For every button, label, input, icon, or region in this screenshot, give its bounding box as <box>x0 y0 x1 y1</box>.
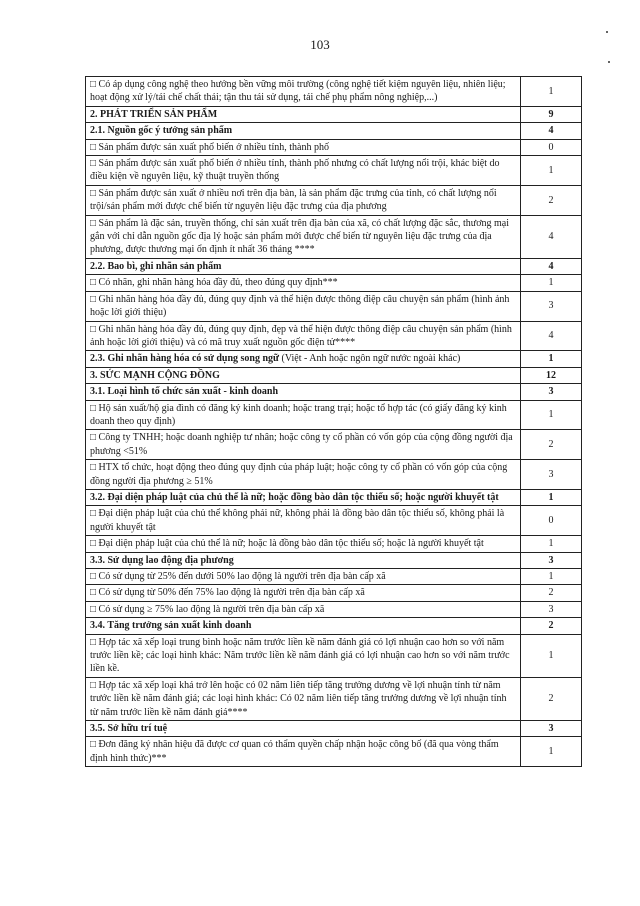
table-row <box>86 400 582 430</box>
page-number: 103 <box>310 37 330 52</box>
table-row <box>86 569 582 585</box>
criterion-score: 2 <box>521 585 582 601</box>
table-row <box>86 506 582 536</box>
scan-speck <box>608 61 610 63</box>
subsection-row <box>86 552 582 568</box>
criterion-text: □ Ghi nhãn hàng hóa đầy đủ, đúng quy định, đẹp và thể hiện được thông điệp câu chuyện sản phẩm (hình ảnh hoặc lời giới thiệu) và có mã truy xuất nguồn gốc điện tử**** <box>86 321 521 351</box>
criterion-text: □ Đại diện pháp luật của chủ thể không phải nữ, không phải là đồng bào dân tộc thiểu số, không phải là người khuyết tật <box>86 506 521 536</box>
criterion-text: □ Đơn đăng ký nhãn hiệu đã được cơ quan có thẩm quyền chấp nhận hoặc công bố (đã qua vòng thẩm định hình thức)*** <box>86 737 521 767</box>
criterion-text: □ Có sử dụng từ 50% đến 75% lao động là người trên địa bàn cấp xã <box>86 585 521 601</box>
subsection-title: 3.1. Loại hình tổ chức sản xuất - kinh doanh <box>86 384 521 400</box>
table-row <box>86 156 582 186</box>
subsection-score: 1 <box>521 351 582 367</box>
criterion-text: □ Sản phẩm được sản xuất phổ biến ở nhiều tỉnh, thành phố <box>86 139 521 155</box>
subsection-title: 3.2. Đại diện pháp luật của chủ thể là nữ; hoặc đồng bào dân tộc thiểu số; hoặc người khuyết tật <box>86 489 521 505</box>
subsection-title: 2.1. Nguồn gốc ý tưởng sản phẩm <box>86 123 521 139</box>
table-row <box>86 536 582 552</box>
subsection-title: 2.2. Bao bì, ghi nhãn sản phẩm <box>86 258 521 274</box>
criterion-score: 3 <box>521 460 582 490</box>
table-row <box>86 77 582 107</box>
scan-speck <box>606 31 608 33</box>
criterion-text: □ Sản phẩm được sản xuất phổ biến ở nhiều tỉnh, thành phố nhưng có chất lượng nổi trội, khác biệt do điều kiện về nguyên liệu, kỹ thuật truyền thống <box>86 156 521 186</box>
criterion-text: □ Có sử dụng từ 25% đến dưới 50% lao động là người trên địa bàn cấp xã <box>86 569 521 585</box>
criterion-score: 3 <box>521 601 582 617</box>
subsection-title: 3.4. Tăng trưởng sản xuất kinh doanh <box>86 618 521 634</box>
subsection-row <box>86 384 582 400</box>
subsection-score: 4 <box>521 258 582 274</box>
criterion-text: □ Đại diện pháp luật của chủ thể là nữ; hoặc là đồng bào dân tộc thiểu số; hoặc là người khuyết tật <box>86 536 521 552</box>
section-score: 12 <box>521 367 582 383</box>
table-row <box>86 737 582 767</box>
table-row <box>86 321 582 351</box>
criterion-score: 1 <box>521 569 582 585</box>
criterion-text: □ Có áp dụng công nghệ theo hướng bền vững môi trường (công nghệ tiết kiệm nguyên liệu, nhiên liệu; hoạt động xử lý/tái chế chất thải; tận thu tái sử dụng, tái chế phụ phẩm nông nghiệp,...) <box>86 77 521 107</box>
table-row <box>86 139 582 155</box>
criterion-score: 0 <box>521 506 582 536</box>
subsection-score: 1 <box>521 489 582 505</box>
criterion-score: 2 <box>521 185 582 215</box>
criterion-score: 1 <box>521 536 582 552</box>
table-row <box>86 601 582 617</box>
subsection-title: 3.5. Sở hữu trí tuệ <box>86 721 521 737</box>
criterion-score: 3 <box>521 291 582 321</box>
subsection-score: 3 <box>521 721 582 737</box>
criterion-text: □ Sản phẩm là đặc sản, truyền thống, chỉ sản xuất trên địa bàn của xã, có chất lượng đặc sắc, thương mại gắn với chỉ dẫn nguồn gốc địa lý hoặc sản phẩm mới được chế biến từ nguyên liệu đặc trưng của địa phương, được thương mại ổn định ít nhất 36 tháng **** <box>86 215 521 258</box>
criterion-score: 2 <box>521 677 582 720</box>
table-row <box>86 634 582 677</box>
subsection-title-bold: 2.3. Ghi nhãn hàng hóa có sử dụng song ngữ <box>90 353 280 365</box>
criterion-text: □ Công ty TNHH; hoặc doanh nghiệp tư nhân; hoặc công ty cổ phần có vốn góp của cộng đồng người địa phương <51% <box>86 430 521 460</box>
criterion-score: 1 <box>521 275 582 291</box>
table-row <box>86 430 582 460</box>
criterion-score: 4 <box>521 215 582 258</box>
subsection-score: 2 <box>521 618 582 634</box>
subsection-row <box>86 258 582 274</box>
section-row <box>86 367 582 383</box>
table-row <box>86 585 582 601</box>
table-row <box>86 215 582 258</box>
table-row <box>86 275 582 291</box>
section-title: 3. SỨC MẠNH CỘNG ĐỒNG <box>86 367 521 383</box>
section-title: 2. PHÁT TRIỂN SẢN PHẨM <box>86 106 521 122</box>
section-score: 9 <box>521 106 582 122</box>
subsection-score: 3 <box>521 384 582 400</box>
subsection-row <box>86 721 582 737</box>
criterion-score: 1 <box>521 634 582 677</box>
table-row <box>86 185 582 215</box>
criterion-text: □ Ghi nhãn hàng hóa đầy đủ, đúng quy định và thể hiện được thông điệp câu chuyện sản phẩm (hình ảnh hoặc lời giới thiệu) <box>86 291 521 321</box>
criterion-text: □ Sản phẩm được sản xuất ở nhiều nơi trên địa bàn, là sản phẩm đặc trưng của tỉnh, có chất lượng nổi trội/sản phẩm mới được chế biến từ nguyên liệu đặc trưng của địa phương <box>86 185 521 215</box>
subsection-row <box>86 618 582 634</box>
criterion-score: 1 <box>521 77 582 107</box>
criterion-score: 4 <box>521 321 582 351</box>
criterion-text: □ Có sử dụng ≥ 75% lao động là người trên địa bàn cấp xã <box>86 601 521 617</box>
criterion-score: 1 <box>521 156 582 186</box>
subsection-row <box>86 123 582 139</box>
criteria-score-table <box>85 76 582 767</box>
criterion-text: □ Có nhãn, ghi nhãn hàng hóa đầy đủ, theo đúng quy định*** <box>86 275 521 291</box>
section-row <box>86 106 582 122</box>
criterion-score: 1 <box>521 737 582 767</box>
table-row <box>86 291 582 321</box>
subsection-title-note: (Việt - Anh hoặc ngôn ngữ nước ngoài khác) <box>279 353 461 365</box>
subsection-title <box>86 351 521 367</box>
criterion-text: □ Hộ sản xuất/hộ gia đình có đăng ký kinh doanh; hoặc trang trại; hoặc tổ hợp tác (có giấy đăng ký kinh doanh theo quy định) <box>86 400 521 430</box>
subsection-row <box>86 489 582 505</box>
subsection-row <box>86 351 582 367</box>
subsection-score: 3 <box>521 552 582 568</box>
subsection-score: 4 <box>521 123 582 139</box>
criterion-score: 1 <box>521 400 582 430</box>
table-row <box>86 460 582 490</box>
criterion-text: □ Hợp tác xã xếp loại khá trở lên hoặc có 02 năm liên tiếp tăng trưởng dương về lợi nhuận tính từ năm trước liền kề năm đánh giá; các loại hình khác: Có 02 năm liên tiếp tăng trưởng dương về lợi nhuận tính từ năm trước liền kề năm đánh giá**** <box>86 677 521 720</box>
criterion-text: □ Hợp tác xã xếp loại trung bình hoặc năm trước liền kề năm đánh giá có lợi nhuận cao hơn so với năm trước liền kề; các loại hình khác: Năm trước liền kề năm đánh giá có lợi nhuận cao hơn so với năm trước liền kề. <box>86 634 521 677</box>
criterion-score: 0 <box>521 139 582 155</box>
criterion-text: □ HTX tổ chức, hoạt động theo đúng quy định của pháp luật; hoặc công ty cổ phần có vốn góp của cộng đồng người địa phương ≥ 51% <box>86 460 521 490</box>
table-row <box>86 677 582 720</box>
criterion-score: 2 <box>521 430 582 460</box>
subsection-title: 3.3. Sử dụng lao động địa phương <box>86 552 521 568</box>
